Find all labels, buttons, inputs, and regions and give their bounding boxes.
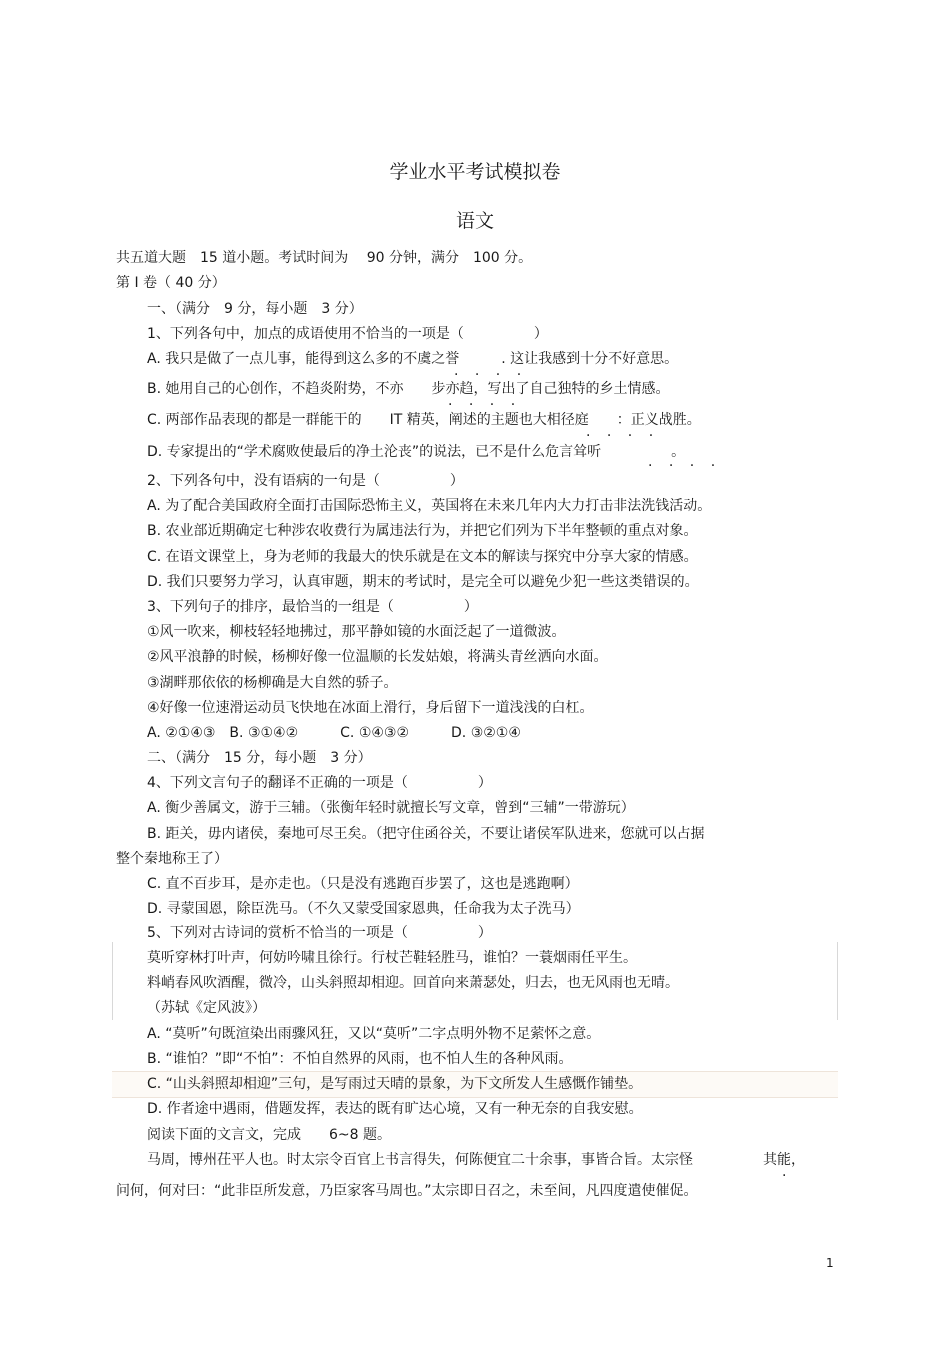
question-5-option-a: A. “莫听”句既渲染出雨骤风狂，又以“莫听”二字点明外物不足萦怀之意。 [147,1026,601,1042]
question-4-stem: 4、下列文言句子的翻译不正确的一项是（ ） [147,775,492,791]
question-3-options: A. ②①④③ B. ③①④② C. ①④③② D. ③②①④ [147,725,521,741]
sentence-4: ④好像一位速滑运动员飞快地在冰面上滑行，身后留下一道浅浅的白杠。 [147,700,594,716]
page-number: 1 [826,1256,834,1270]
question-1-option-b: B. 她用自己的心创作，不趋炎附势，不亦 步亦趋，写出了自己独特的乡土情感。 [147,381,670,397]
emphasis-dots: . . . . [448,393,522,409]
poem-frame-right [837,942,838,1020]
sentence-1: ①风一吹来，柳枝轻轻地拂过，那平静如镜的水面泛起了一道微波。 [147,624,566,640]
question-1-option-c: C. 两部作品表现的都是一群能干的 IT 精英，阐述的主题也大相径庭 ：正义战胜。 [147,412,701,428]
part-heading: 第 I 卷（ 40 分） [116,275,226,291]
question-1-option-a: A. 我只是做了一点儿事，能得到这么多的不虞之誉 . 这让我感到十分不好意思。 [147,351,679,367]
question-4-option-b: B. 距关，毋内诸侯，秦地可尽王矣。（把守住函谷关，不要让诸侯军队进来，您就可以占据 [147,826,705,842]
passage-line-1: 马周，博州茌平人也。时太宗令百官上书言得失，何陈便宜二十余事，事皆合旨。太宗怪 其能， [147,1152,805,1168]
sentence-2: ②风平浪静的时候，杨柳好像一位温顺的长发姑娘，将满头青丝洒向水面。 [147,649,608,665]
question-1-option-d: D. 专家提出的“学术腐败使最后的净土沦丧”的说法，已不是什么危言耸听 。 [147,444,686,460]
exam-intro: 共五道大题 15 道小题。考试时间为 90 分钟，满分 100 分。 [116,250,533,266]
question-2-option-c: C. 在语文课堂上，身为老师的我最大的快乐就是在文本的解读与探究中分享大家的情感。 [147,549,698,565]
question-5-option-b: B. “谁怕？”即“不怕”：不怕自然界的风雨，也不怕人生的各种风雨。 [147,1051,573,1067]
question-3-stem: 3、下列句子的排序，最恰当的一组是（ ） [147,599,478,615]
question-5-option-d: D. 作者途中遇雨，借题发挥，表达的既有旷达心境，又有一种无奈的自我安慰。 [147,1101,643,1117]
emphasis-dots: . . . . [648,454,722,470]
subject-title: 语文 [455,210,494,232]
emphasis-dots: . . . . [586,424,660,440]
poem-source: （苏轼《定风波》） [147,1000,266,1016]
question-2-stem: 2、下列各句中，没有语病的一句是（ ） [147,473,464,489]
poem-line-1: 莫听穿林打叶声，何妨吟啸且徐行。行杖芒鞋轻胜马，谁怕？一蓑烟雨任平生。 [147,950,637,966]
sentence-3: ③湖畔那依依的杨柳确是大自然的骄子。 [147,675,398,691]
emphasis-dots: . . . . [454,363,528,379]
reading-instruction: 阅读下面的文言文，完成 6~8 题。 [147,1127,391,1143]
passage-line-2: 问何，何对曰：“此非臣所发意，乃臣家客马周也。”太宗即日召之，未至间，凡四度遣使催促。 [116,1183,698,1199]
question-4-option-b-cont: 整个秦地称王了） [116,851,228,867]
document-title: 学业水平考试模拟卷 [389,161,561,183]
question-2-option-d: D. 我们只要努力学习，认真审题，期末的考试时，是完全可以避免少犯一些这类错误的。 [147,574,699,590]
emphasis-dot: . [782,1164,793,1180]
poem-frame-left [112,942,113,1020]
question-4-option-d: D. 寻蒙国恩，除臣洗马。（不久又蒙受国家恩典，任命我为太子洗马） [147,901,580,917]
section-heading-1: 一、（满分 9 分，每小题 3 分） [147,301,363,317]
question-4-option-c: C. 直不百步耳，是亦走也。（只是没有逃跑百步罢了，这也是逃跑啊） [147,876,579,892]
question-5-option-c: C. “山头斜照却相迎”三句，是写雨过天晴的景象，为下文所发人生感慨作铺垫。 [147,1076,643,1092]
section-heading-2: 二、（满分 15 分，每小题 3 分） [147,750,372,766]
question-1-stem: 1、下列各句中，加点的成语使用不恰当的一项是（ ） [147,326,548,342]
question-4-option-a: A. 衡少善属文，游于三辅。（张衡年轻时就擅长写文章，曾到“三辅”一带游玩） [147,800,635,816]
question-2-option-a: A. 为了配合美国政府全面打击国际恐怖主义，英国将在未来几年内大力打击非法洗钱活动。 [147,498,712,514]
question-5-stem: 5、下列对古诗词的赏析不恰当的一项是（ ） [147,925,492,941]
question-2-option-b: B. 农业部近期确定七种涉农收费行为属违法行为，并把它们列为下半年整顿的重点对象。 [147,523,698,539]
poem-line-2: 料峭春风吹酒醒，微冷，山头斜照却相迎。回首向来萧瑟处，归去，也无风雨也无晴。 [147,975,679,991]
